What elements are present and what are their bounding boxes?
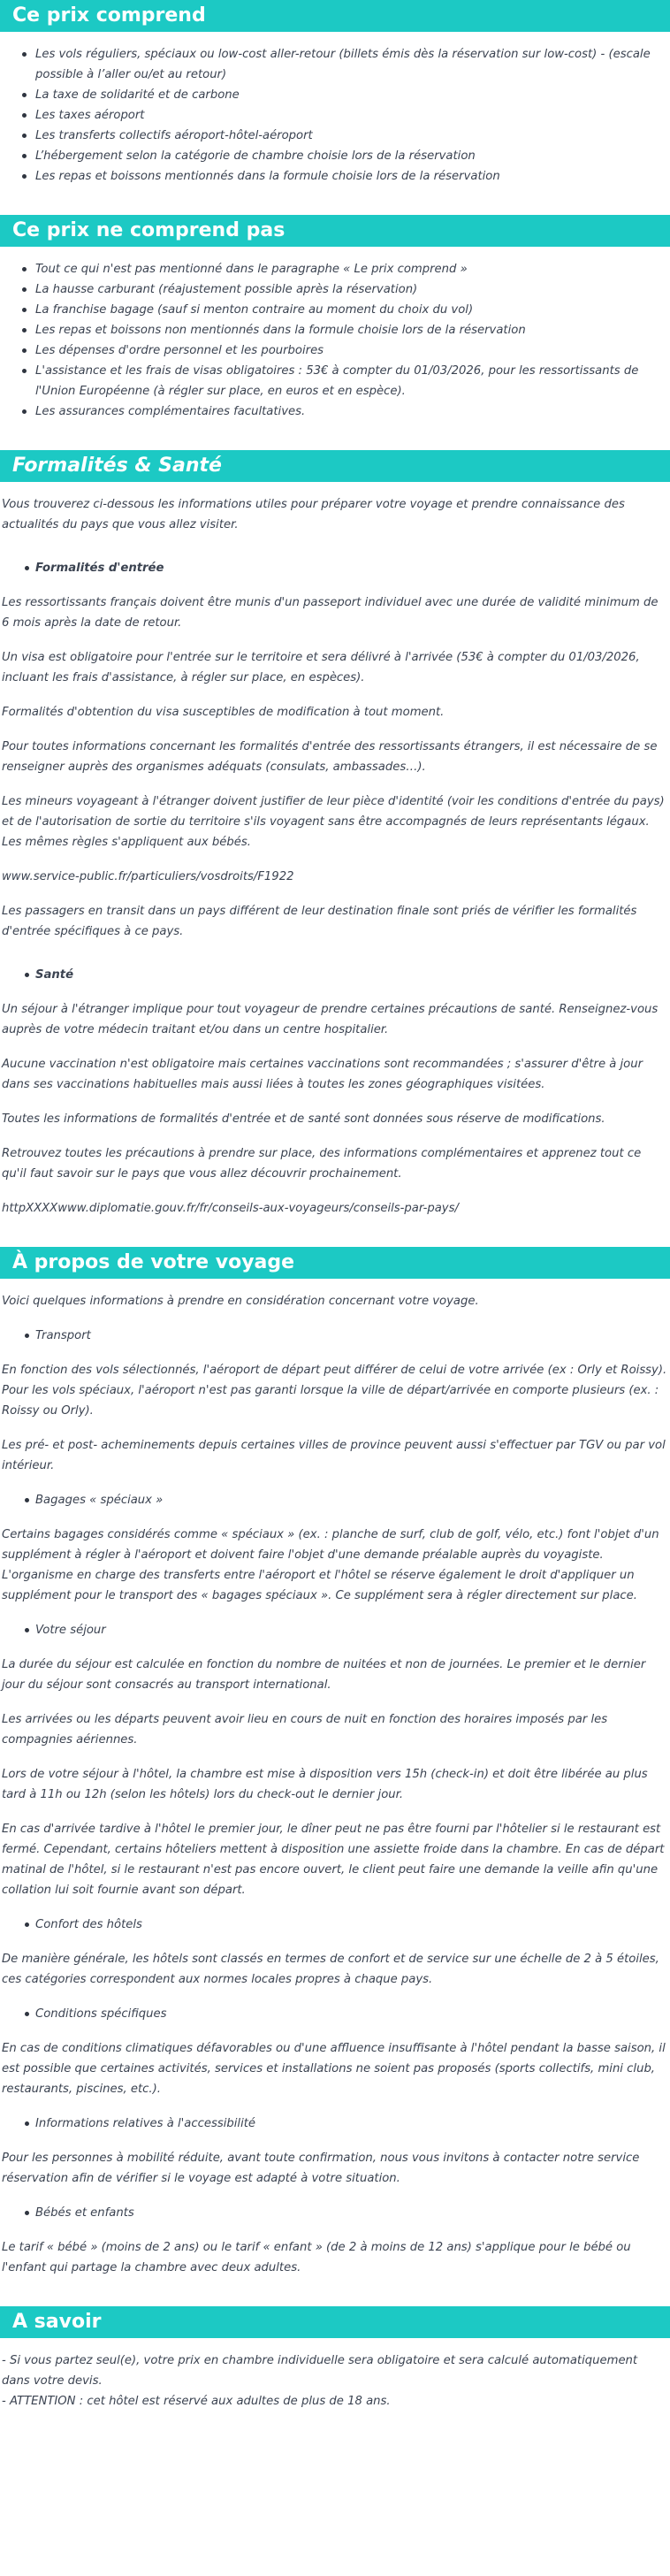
about-title: À propos de votre voyage [0,1247,670,1279]
paragraph: En cas d'arrivée tardive à l'hôtel le premier jour, le dîner peut ne pas être fourni par l'hôtelier si le restaurant est fermé. Cependant, certains hôteliers mettent à disposition une assiette froide dans la chambre. En cas de départ matinal de l'hôtel, si le restaurant n'est pas encore ouvert, le client peut faire une demande la veille afin qu'une collation lui soit fournie avant son départ. [2,1823,665,1897]
paragraph: Lors de votre séjour à l'hôtel, la chambre est mise à disposition vers 15h (check-in) et doit être libérée au plus tard à 11h ou 12h (selon les hôtels) lors du check-out le dernier jour. [2,1768,648,1801]
diplomatie-link[interactable]: httpXXXXwww.diplomatie.gouv.fr/fr/conseils-aux-voyageurs/conseils-par-pays/ [2,1202,459,1215]
asavoir-line: - ATTENTION : cet hôtel est réservé aux adultes de plus de 18 ans. [2,2395,391,2408]
excluded-title: Ce prix ne comprend pas [0,215,670,247]
list-item: Les taxes aéroport [12,105,659,126]
paragraph: Toutes les informations de formalités d'entrée et de santé sont données sous réserve de modifications. [2,1112,605,1126]
paragraph: Pour toutes informations concernant les formalités d'entrée des ressortissants étrangers, il est nécessaire de se renseigner auprès des organismes adéquats (consulats, ambassades…). [2,740,658,774]
excluded-list [0,247,670,434]
accessibility-heading: Informations relatives à l'accessibilité [2,2114,668,2134]
included-title: Ce prix comprend [0,0,670,32]
baggage-heading: Bagages « spéciaux » [2,1490,668,1510]
paragraph: Les ressortissants français doivent être munis d'un passeport individuel avec une durée de validité minimum de 6 mois après la date de retour. [2,596,659,630]
paragraph: Les passagers en transit dans un pays différent de leur destination finale sont priés de vérifier les formalités d'entrée spécifiques à ce pays. [2,905,637,938]
stay-heading: Votre séjour [2,1620,668,1640]
paragraph: Un visa est obligatoire pour l'entrée sur le territoire et sera délivré à l'arrivée (53€ à compter du 01/03/2026, incluant les frais d'assistance, à régler sur place, en espèces). [2,651,640,684]
paragraph: En cas de conditions climatiques défavorables ou d'une affluence insuffisante à l'hôtel pendant la basse saison, il est possible que certaines activités, services et installations ne soient pas proposés (sports collectifs, mini club, restaurants, piscines, etc.). [2,2042,666,2096]
service-public-link[interactable]: www.service-public.fr/particuliers/vosdroits/F1922 [2,870,294,883]
list-item: Les repas et boissons non mentionnés dans la formule choisie lors de la réservation [12,320,659,340]
list-item: La franchise bagage (sauf si menton contraire au moment du choix du vol) [12,300,659,320]
paragraph: Aucune vaccination n'est obligatoire mais certaines vaccinations sont recommandées ; s'assurer d'être à jour dans ses vaccinations habituelles mais aussi liées à toutes les zones géographiques visitées. [2,1058,643,1091]
paragraph: De manière générale, les hôtels sont classés en termes de confort et de service sur une échelle de 2 à 5 étoiles, ces catégories correspondent aux normes locales propres à chaque pays. [2,1953,659,1986]
paragraph: Le tarif « bébé » (moins de 2 ans) ou le tarif « enfant » (de 2 à moins de 12 ans) s'applique pour le bébé ou l'enfant qui partage la chambre avec deux adultes. [2,2241,631,2274]
formalites-intro: Vous trouverez ci-dessous les informations utiles pour préparer votre voyage et prendre connaissance des actualités du pays que vous allez visiter. [2,498,625,531]
formalites-body [0,494,670,1219]
list-item: Les dépenses d'ordre personnel et les pourboires [12,340,659,361]
paragraph: En fonction des vols sélectionnés, l'aéroport de départ peut différer de celui de votre arrivée (ex : Orly et Roissy). Pour les vols spéciaux, l'aéroport n'est pas garanti lorsque la ville de départ/arrivée en comporte plusieurs (ex. : Roissy ou Orly). [2,1364,667,1418]
list-item: L’hébergement selon la catégorie de chambre choisie lors de la réservation [12,146,659,166]
paragraph: Pour les personnes à mobilité réduite, avant toute confirmation, nous vous invitons à contacter notre service réservation afin de vérifier si le voyage est adapté à votre situation. [2,2152,640,2185]
list-item: Les transferts collectifs aéroport-hôtel-aéroport [12,126,659,146]
paragraph: Un séjour à l'étranger implique pour tout voyageur de prendre certaines précautions de santé. Renseignez-vous auprès de votre médecin traitant et/ou dans un centre hospitalier. [2,1003,659,1036]
transport-heading: Transport [2,1326,668,1346]
comfort-heading: Confort des hôtels [2,1915,668,1935]
paragraph: Formalités d'obtention du visa susceptibles de modification à tout moment. [2,706,445,719]
included-list [0,32,670,199]
entry-heading: Formalités d'entrée [2,558,668,578]
health-heading: Santé [2,965,668,985]
asavoir-title: A savoir [0,2306,670,2338]
list-item: Les assurances complémentaires facultatives. [12,401,659,422]
list-item: Les vols réguliers, spéciaux ou low-cost aller-retour (billets émis dès la réservation sur low-cost) - (escale possible à l’aller ou/et au retour) [12,44,659,85]
paragraph: La durée du séjour est calculée en fonction du nombre de nuitées et non de journées. Le premier et le dernier jour du séjour sont consacrés au transport international. [2,1658,646,1692]
asavoir-line: - Si vous partez seul(e), votre prix en chambre individuelle sera obligatoire et sera calculé automatiquement dans votre devis. [2,2354,638,2388]
formalites-title: Formalités & Santé [0,450,670,482]
paragraph: Certains bagages considérés comme « spéciaux » (ex. : planche de surf, club de golf, vélo, etc.) font l'objet d'un supplément à régler à l'aéroport et doivent faire l'objet d'une demande préalable auprès du voyagiste. L'organisme en charge des transferts entre l'aéroport et l'hôtel se réserve également le droit d'appliquer un supplément pour le transport des « bagages spéciaux ». Ce supplément sera à régler directement sur place. [2,1528,659,1602]
babies-heading: Bébés et enfants [2,2203,668,2223]
list-item: Les repas et boissons mentionnés dans la formule choisie lors de la réservation [12,166,659,187]
asavoir-body [0,2338,670,2412]
list-item: La taxe de solidarité et de carbone [12,85,659,105]
list-item: L'assistance et les frais de visas obligatoires : 53€ à compter du 01/03/2026, pour les ressortissants de l'Union Européenne (à régler sur place, en euros et en espèce). [12,361,659,401]
list-item: La hausse carburant (réajustement possible après la réservation) [12,279,659,300]
about-body [0,1291,670,2278]
list-item: Tout ce qui n'est pas mentionné dans le paragraphe « Le prix comprend » [12,259,659,279]
paragraph: Les mineurs voyageant à l'étranger doivent justifier de leur pièce d'identité (voir les conditions d'entrée du pays) et de l'autorisation de sortie du territoire s'ils voyagent sans être accompagnés de leurs représentants légaux. Les mêmes règles s'appliquent aux bébés. [2,795,665,849]
paragraph: Retrouvez toutes les précautions à prendre sur place, des informations complémentaires et apprenez tout ce qu'il faut savoir sur le pays que vous allez découvrir prochainement. [2,1147,642,1181]
about-intro: Voici quelques informations à prendre en considération concernant votre voyage. [2,1295,479,1308]
paragraph: Les arrivées ou les départs peuvent avoir lieu en cours de nuit en fonction des horaires imposés par les compagnies aériennes. [2,1713,608,1747]
paragraph: Les pré- et post- acheminements depuis certaines villes de province peuvent aussi s'effectuer par TGV ou par vol intérieur. [2,1439,666,1472]
conditions-heading: Conditions spécifiques [2,2004,668,2024]
